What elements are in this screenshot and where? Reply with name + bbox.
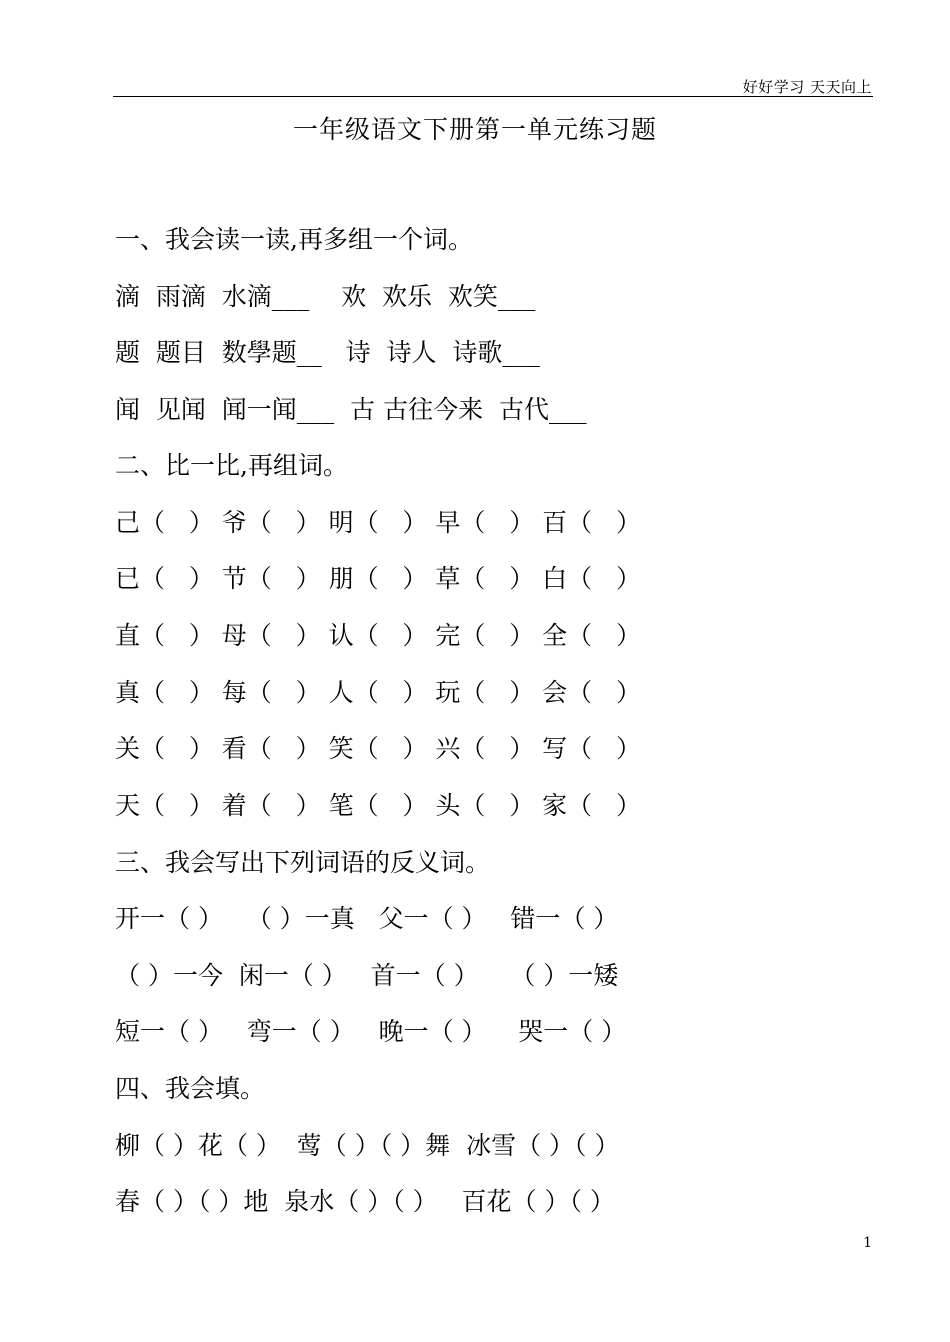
section-1-row: 题 题目 数學题__ 诗 诗人 诗歌___ xyxy=(115,338,540,367)
section-2-row: 天（ ） 着（ ） 笔（ ） 头（ ） 家（ ） xyxy=(115,791,641,820)
section-3-heading: 三、我会写出下列词语的反义词。 xyxy=(115,848,491,877)
section-2-heading: 二、比一比,再组词。 xyxy=(115,451,348,480)
section-4-row: 柳（ ）花（ ） 莺（ ）（ ）舞 冰雪（ ）（ ） xyxy=(115,1131,620,1160)
section-2-row: 己（ ） 爷（ ） 明（ ） 早（ ） 百（ ） xyxy=(115,508,641,537)
section-3-row: 开一（ ） （ ）一真 父一（ ） 错一（ ） xyxy=(115,904,619,933)
section-2-row: 关（ ） 看（ ） 笑（ ） 兴（ ） 写（ ） xyxy=(115,734,641,763)
section-2-row: 真（ ） 每（ ） 人（ ） 玩（ ） 会（ ） xyxy=(115,678,641,707)
page-title: 一年级语文下册第一单元练习题 xyxy=(292,115,657,144)
section-2-row: 已（ ） 节（ ） 朋（ ） 草（ ） 白（ ） xyxy=(115,564,641,593)
header-motto: 好好学习 天天向上 xyxy=(742,78,872,96)
section-4-row: 春（ ）（ ）地 泉水（ ）（ ） 百花（ ）（ ） xyxy=(115,1187,615,1216)
section-3-row: 短一（ ） 弯一（ ） 晚一（ ） 哭一（ ） xyxy=(115,1017,627,1046)
section-4-heading: 四、我会填。 xyxy=(115,1074,266,1103)
section-1-heading: 一、我会读一读,再多组一个词。 xyxy=(115,225,473,254)
section-1-row: 闻 见闻 闻一闻___ 古 古往今来 古代___ xyxy=(115,395,587,424)
header-divider xyxy=(113,96,873,97)
section-3-row: （ ）一今 闲一（ ） 首一（ ） （ ）一矮 xyxy=(115,961,619,990)
page-number: 1 xyxy=(863,1235,872,1251)
section-2-row: 直（ ） 母（ ） 认（ ） 完（ ） 全（ ） xyxy=(115,621,641,650)
section-1-row: 滴 雨滴 水滴___ 欢 欢乐 欢笑___ xyxy=(115,282,536,311)
